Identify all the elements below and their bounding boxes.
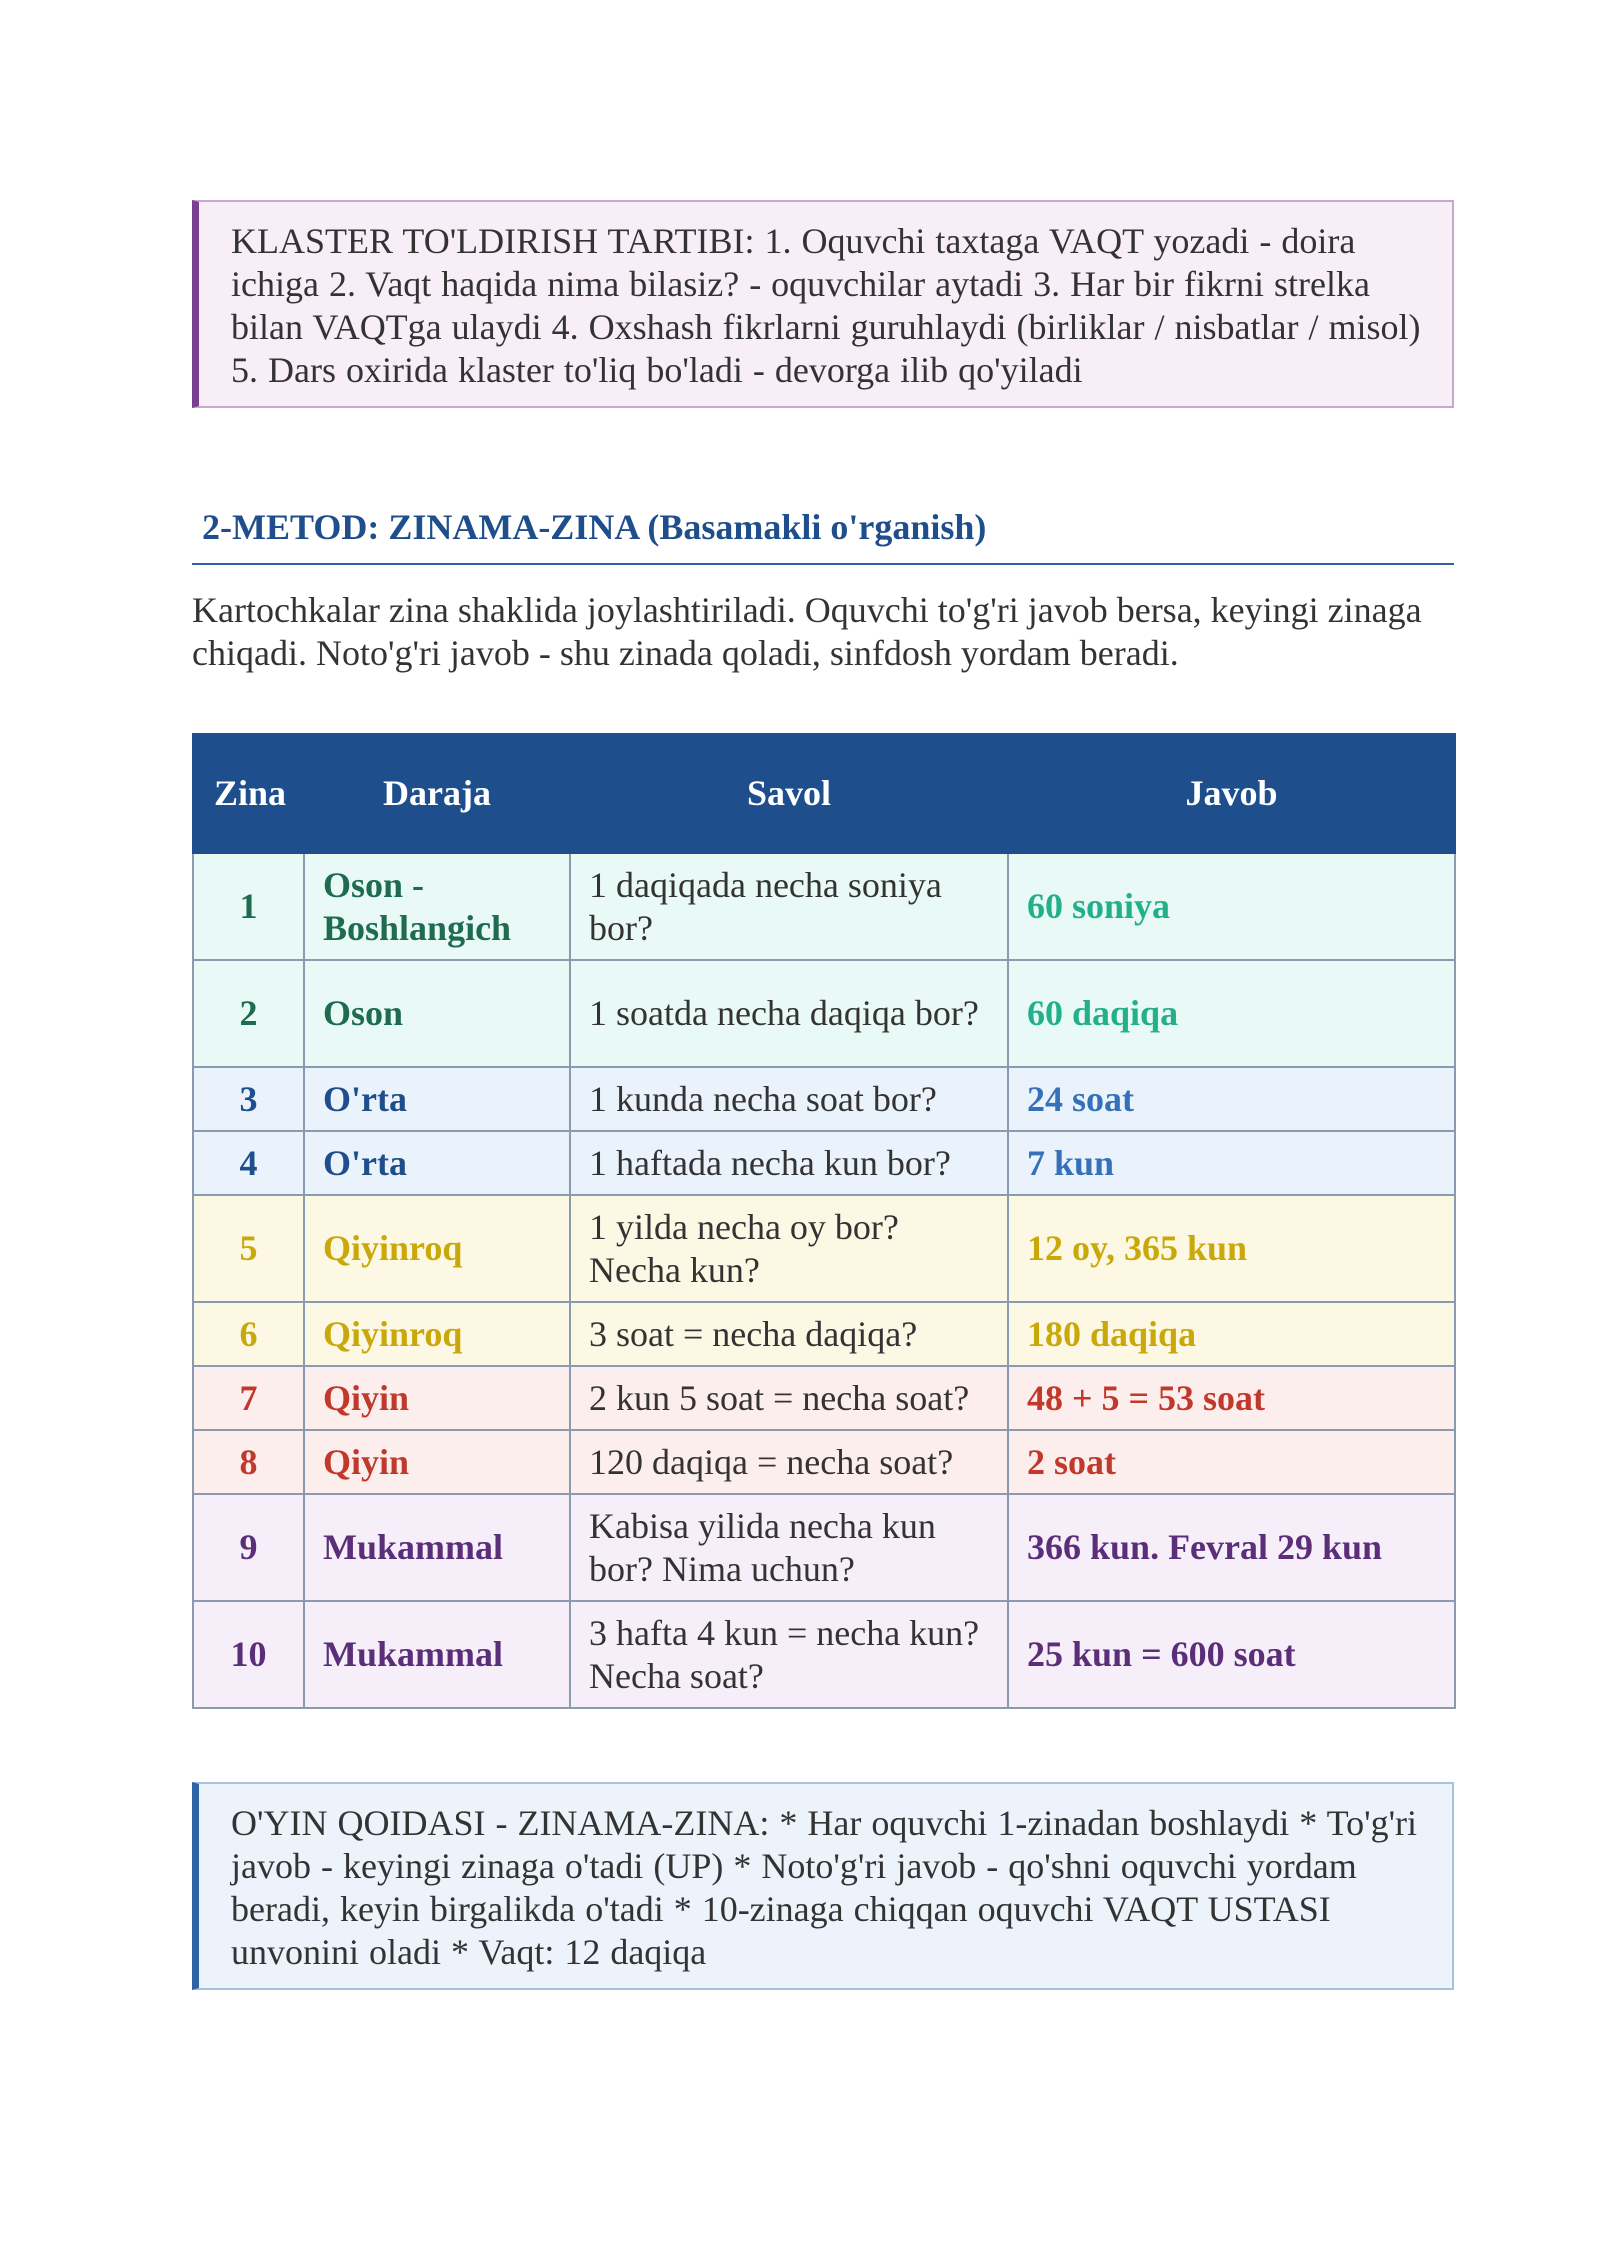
zina-cell: 10	[193, 1601, 304, 1708]
table-row	[193, 1131, 1455, 1195]
javob-cell: 180 daqiqa	[1008, 1302, 1455, 1366]
daraja-cell: Mukammal	[304, 1494, 570, 1601]
daraja-cell: Qiyin	[304, 1430, 570, 1494]
header-zina: Zina	[193, 734, 304, 853]
cluster-instructions-box	[192, 200, 1454, 408]
steps-table	[192, 733, 1456, 1709]
table-row	[193, 1195, 1455, 1302]
daraja-cell: Qiyinroq	[304, 1195, 570, 1302]
zina-cell: 6	[193, 1302, 304, 1366]
zina-cell: 5	[193, 1195, 304, 1302]
savol-cell: 1 haftada necha kun bor?	[570, 1131, 1008, 1195]
table-header-row	[193, 734, 1455, 853]
javob-cell: 48 + 5 = 53 soat	[1008, 1366, 1455, 1430]
zina-cell: 2	[193, 960, 304, 1067]
savol-cell: 2 kun 5 soat = necha soat?	[570, 1366, 1008, 1430]
header-daraja: Daraja	[304, 734, 570, 853]
daraja-cell: Oson	[304, 960, 570, 1067]
javob-cell: 366 kun. Fevral 29 kun	[1008, 1494, 1455, 1601]
table-row	[193, 1601, 1455, 1708]
javob-cell: 60 soniya	[1008, 853, 1455, 960]
savol-cell: Kabisa yilida necha kun bor? Nima uchun?	[570, 1494, 1008, 1601]
cluster-instructions-text: KLASTER TO'LDIRISH TARTIBI: 1. Oquvchi taxtaga VAQT yozadi - doira ichiga 2. Vaqt haqida nima bilasiz? - oquvchilar aytadi 3. Har bir fikrni strelka bilan VAQTga ulaydi 4. Oxshash fikrlarni guruhlaydi (birliklar / nisbatlar / misol) 5. Dars oxirida klaster to'liq bo'ladi - devorga ilib qo'yiladi	[231, 221, 1421, 390]
savol-cell: 1 soatda necha daqiqa bor?	[570, 960, 1008, 1067]
savol-cell: 1 kunda necha soat bor?	[570, 1067, 1008, 1131]
javob-cell: 60 daqiqa	[1008, 960, 1455, 1067]
table-row	[193, 1067, 1455, 1131]
header-javob: Javob	[1008, 734, 1455, 853]
daraja-cell: O'rta	[304, 1131, 570, 1195]
daraja-cell: Oson - Boshlangich	[304, 853, 570, 960]
javob-cell: 12 oy, 365 kun	[1008, 1195, 1455, 1302]
zina-cell: 4	[193, 1131, 304, 1195]
javob-cell: 7 kun	[1008, 1131, 1455, 1195]
section-intro: Kartochkalar zina shaklida joylashtiriladi. Oquvchi to'g'ri javob bersa, keyingi zinaga chiqadi. Noto'g'ri javob - shu zinada qoladi, sinfdosh yordam beradi.	[192, 590, 1422, 673]
zina-cell: 9	[193, 1494, 304, 1601]
daraja-cell: Qiyin	[304, 1366, 570, 1430]
zina-cell: 1	[193, 853, 304, 960]
daraja-cell: O'rta	[304, 1067, 570, 1131]
game-rules-box	[192, 1782, 1454, 1990]
savol-cell: 3 soat = necha daqiqa?	[570, 1302, 1008, 1366]
savol-cell: 3 hafta 4 kun = necha kun? Necha soat?	[570, 1601, 1008, 1708]
section-title: 2-METOD: ZINAMA-ZINA (Basamakli o'rganish)	[202, 507, 987, 547]
savol-cell: 1 yilda necha oy bor? Necha kun?	[570, 1195, 1008, 1302]
zina-cell: 8	[193, 1430, 304, 1494]
table-row	[193, 1366, 1455, 1430]
savol-cell: 1 daqiqada necha soniya bor?	[570, 853, 1008, 960]
table-row	[193, 1430, 1455, 1494]
daraja-cell: Qiyinroq	[304, 1302, 570, 1366]
javob-cell: 25 kun = 600 soat	[1008, 1601, 1455, 1708]
savol-cell: 120 daqiqa = necha soat?	[570, 1430, 1008, 1494]
zina-cell: 7	[193, 1366, 304, 1430]
heading-divider	[192, 563, 1454, 565]
table-row	[193, 1494, 1455, 1601]
game-rules-text: O'YIN QOIDASI - ZINAMA-ZINA: * Har oquvchi 1-zinadan boshlaydi * To'g'ri javob - keyingi zinaga o'tadi (UP) * Noto'g'ri javob - qo'shni oquvchi yordam beradi, keyin birgalikda o'tadi * 10-zinaga chiqqan oquvchi VAQT USTASI unvonini oladi * Vaqt: 12 daqiqa	[231, 1803, 1418, 1972]
table-row	[193, 960, 1455, 1067]
header-savol: Savol	[570, 734, 1008, 853]
zina-cell: 3	[193, 1067, 304, 1131]
table-row	[193, 853, 1455, 960]
table-row	[193, 1302, 1455, 1366]
daraja-cell: Mukammal	[304, 1601, 570, 1708]
javob-cell: 2 soat	[1008, 1430, 1455, 1494]
javob-cell: 24 soat	[1008, 1067, 1455, 1131]
